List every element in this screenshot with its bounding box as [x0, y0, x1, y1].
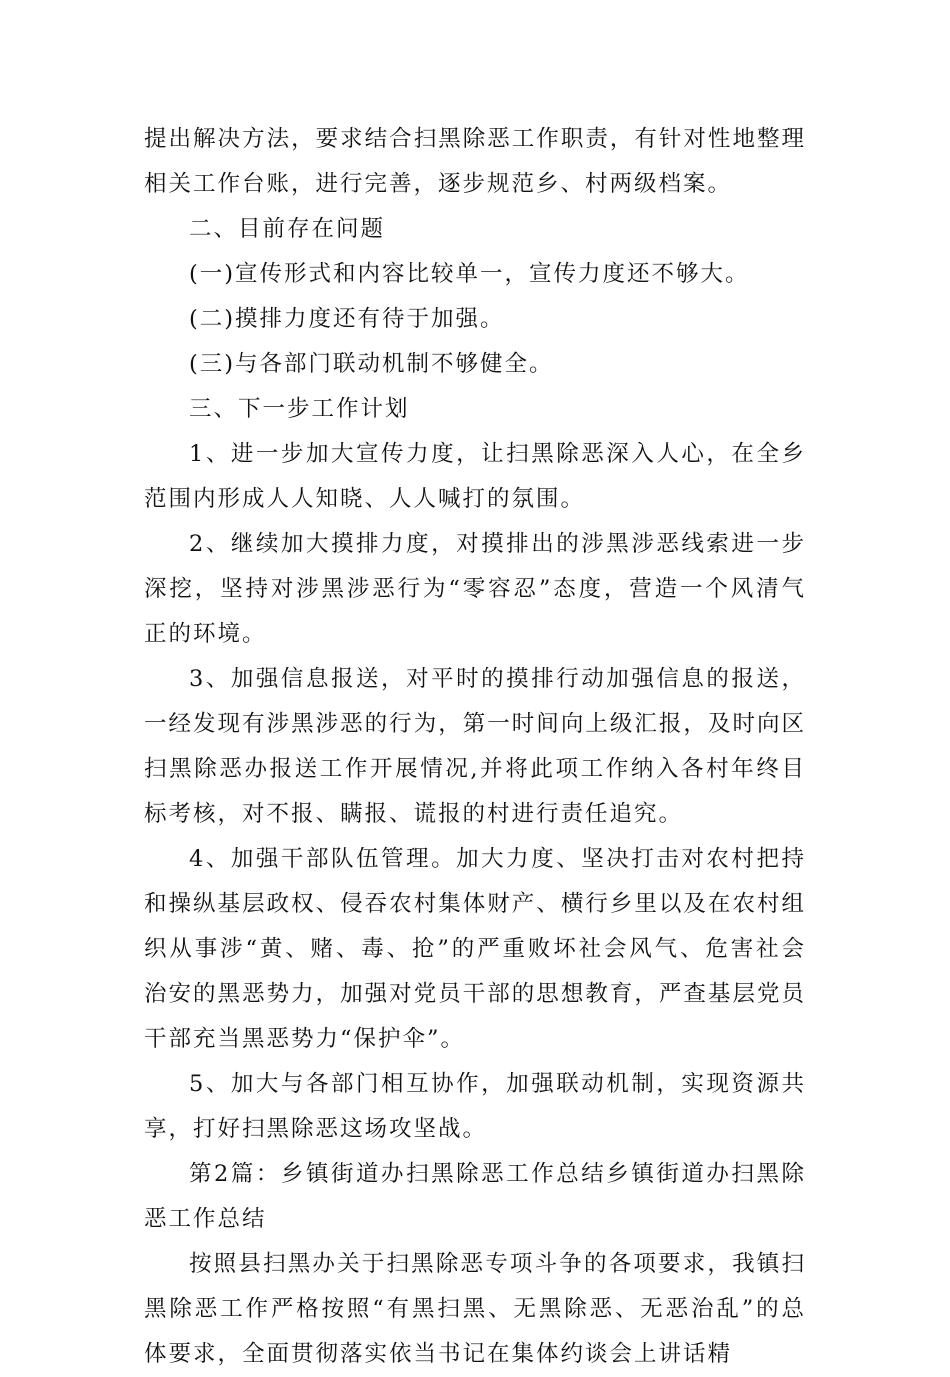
article-2-title: 第2篇：乡镇街道办扫黑除恶工作总结乡镇街道办扫黑除恶工作总结: [144, 1161, 806, 1232]
list-item-problem-1: (一)宣传形式和内容比较单一，宣传力度还不够大。: [189, 261, 750, 287]
plan-item-3: 3、加强信息报送，对平时的摸排行动加强信息的报送，一经发现有涉黑涉恶的行为，第一时间向上级汇报，及时向区扫黑除恶办报送工作开展情况,并将此项工作纳入各村年终目标考核，对不报、瞒报、谎报的村进行责任追究。: [144, 666, 806, 827]
section-heading-problems: 二、目前存在问题: [189, 216, 386, 242]
plan-item-4: 4、加强干部队伍管理。加大力度、坚决打击对农村把持和操纵基层政权、侵吞农村集体财产、横行乡里以及在农村组织从事涉“黄、赌、毒、抢”的严重败坏社会风气、危害社会治安的黑恶势力，加强对党员干部的思想教育，严查基层党员干部充当黑恶势力“保护伞”。: [144, 846, 806, 1052]
plan-item-1: 1、进一步加大宣传力度，让扫黑除恶深入人心，在全乡范围内形成人人知晓、人人喊打的氛围。: [144, 441, 806, 512]
section-heading-next-plan: 三、下一步工作计划: [189, 396, 410, 422]
list-item-problem-2: (二)摸排力度还有待于加强。: [189, 306, 505, 332]
plan-item-2: 2、继续加大摸排力度，对摸排出的涉黑涉恶线索进一步深挖，坚持对涉黑涉恶行为“零容忍”态度，营造一个风清气正的环境。: [144, 531, 806, 647]
paragraph-1: 提出解决方法，要求结合扫黑除恶工作职责，有针对性地整理相关工作台账，进行完善，逐步规范乡、村两级档案。: [144, 126, 806, 197]
list-item-problem-3: (三)与各部门联动机制不够健全。: [189, 351, 554, 377]
document-body: [144, 117, 806, 1377]
plan-item-5: 5、加大与各部门相互协作，加强联动机制，实现资源共享，打好扫黑除恶这场攻坚战。: [144, 1071, 806, 1142]
article-2-paragraph-1: 按照县扫黑办关于扫黑除恶专项斗争的各项要求，我镇扫黑除恶工作严格按照“有黑扫黑、无黑除恶、无恶治乱”的总体要求，全面贯彻落实依当书记在集体约谈会上讲话精: [144, 1251, 806, 1367]
